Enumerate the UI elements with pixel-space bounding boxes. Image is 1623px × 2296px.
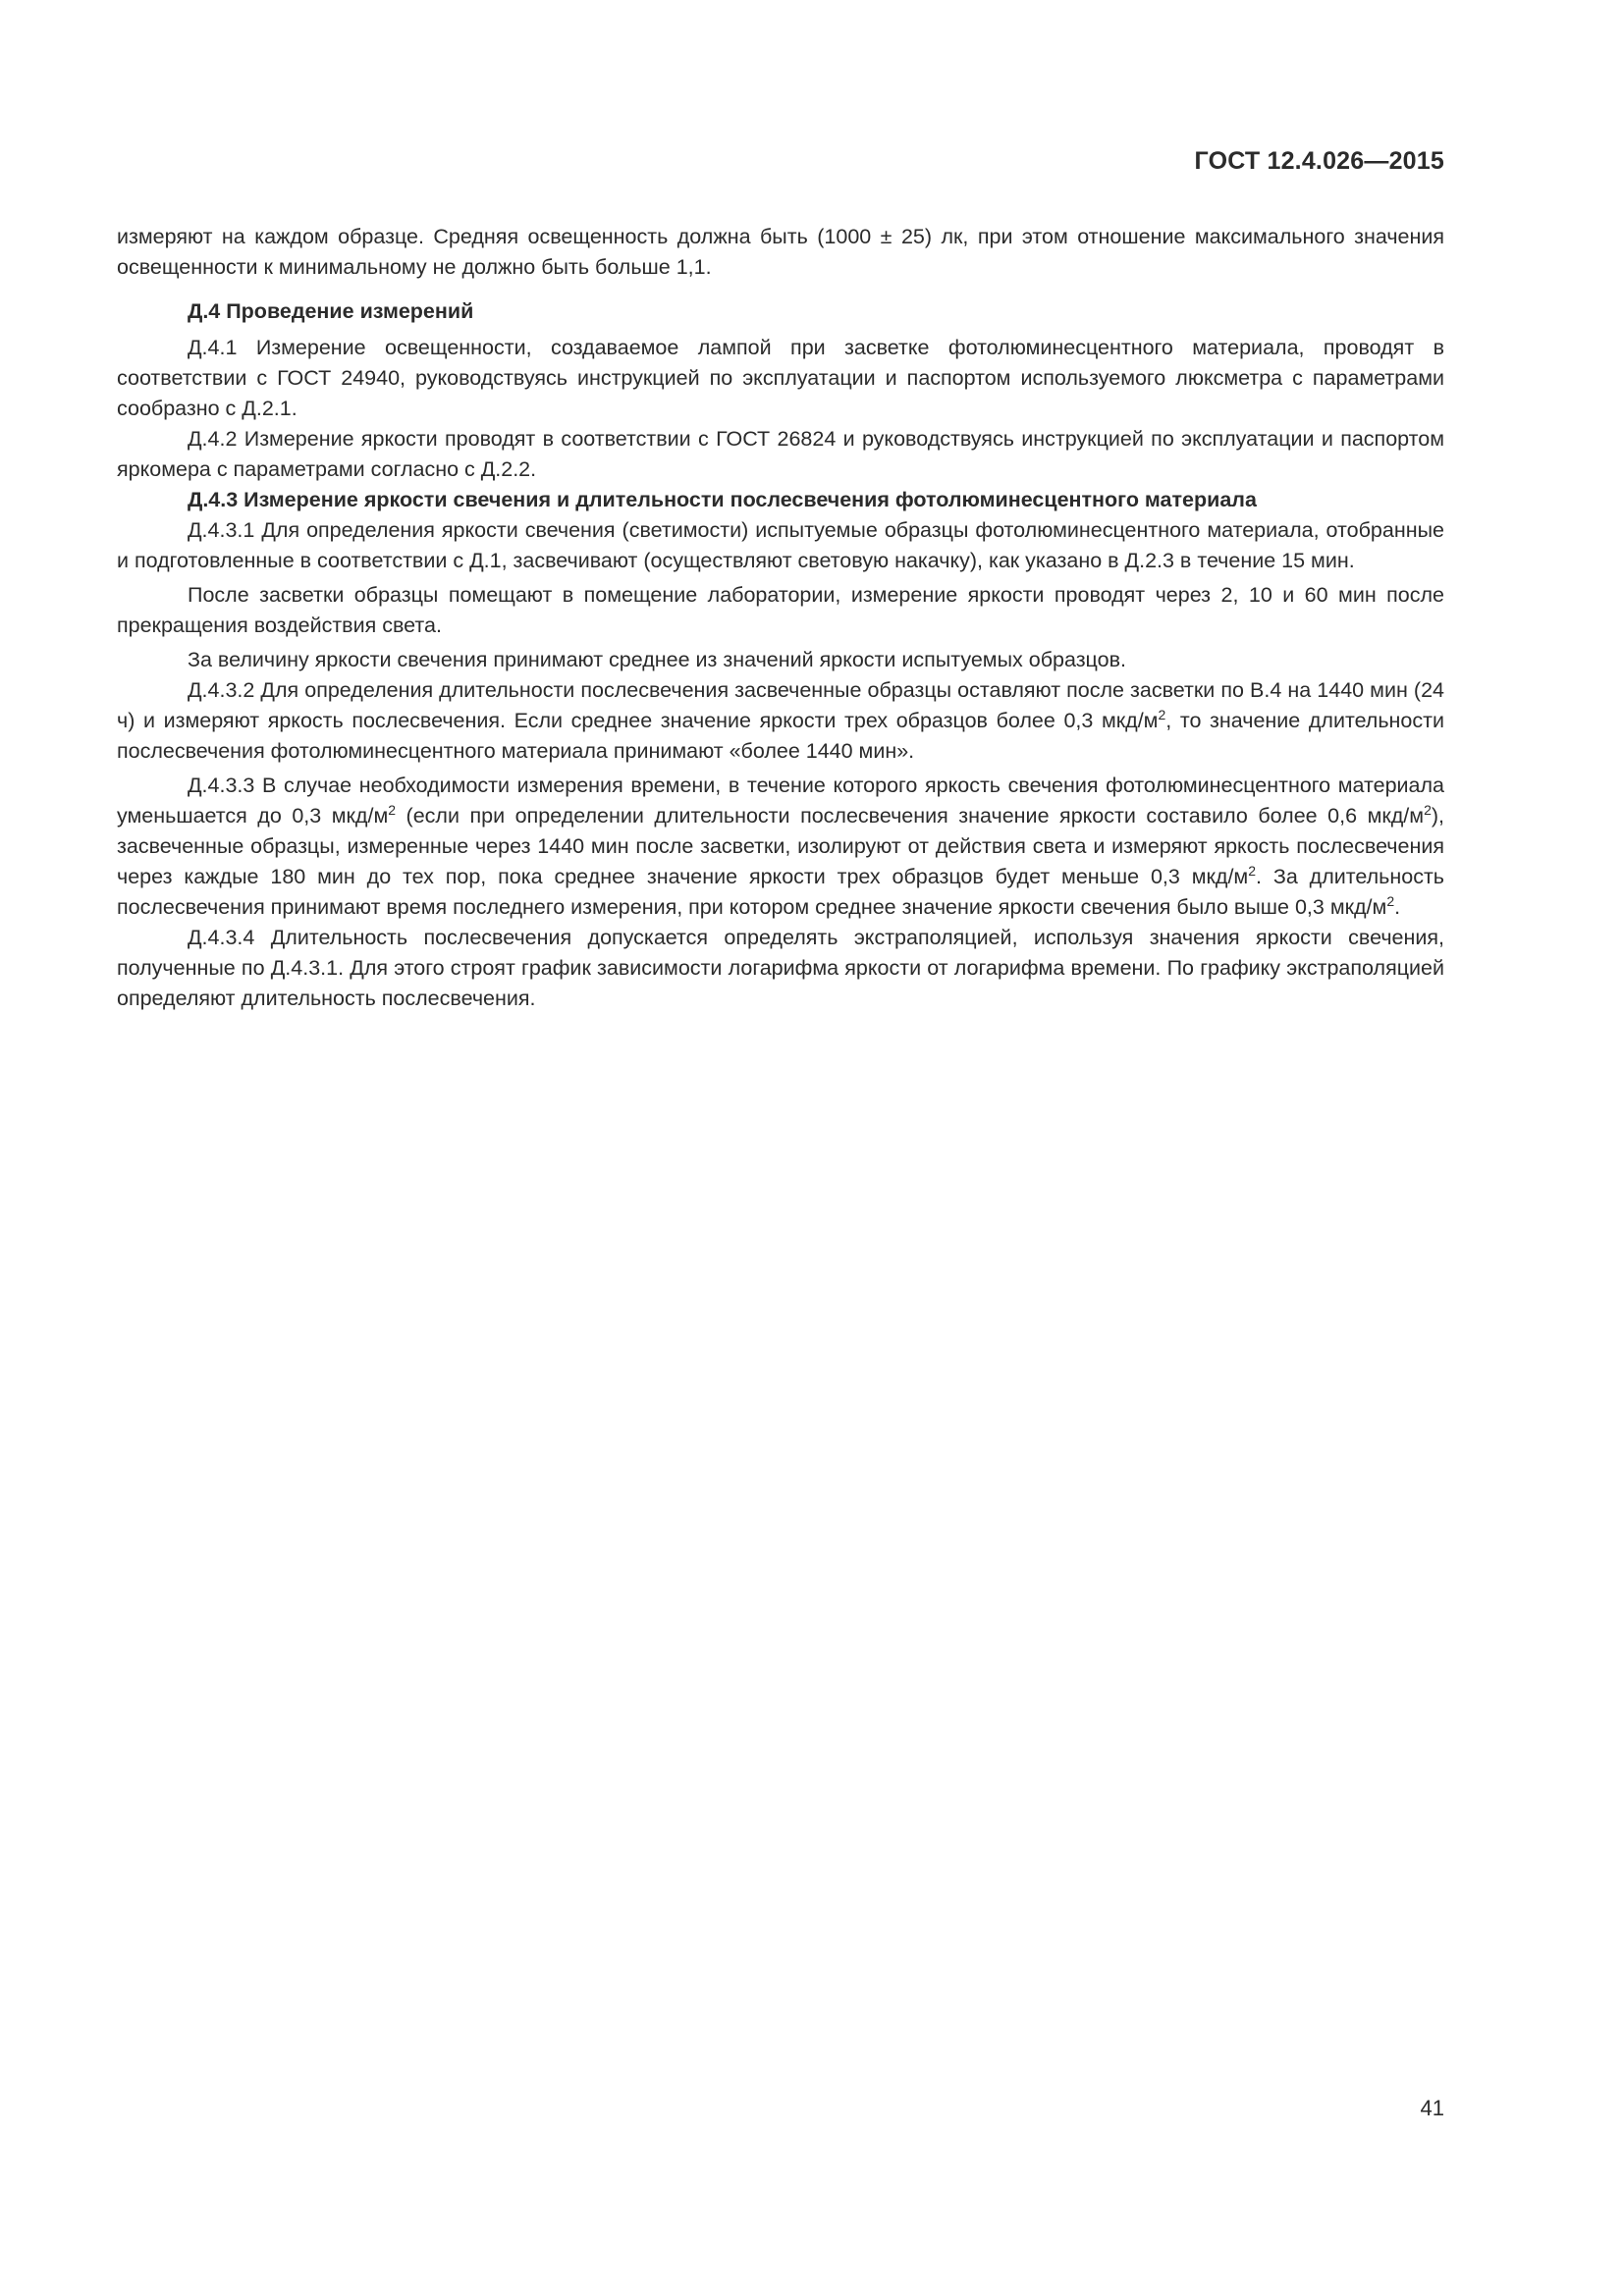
superscript-square: 2	[388, 802, 397, 818]
paragraph-d4-3-2-part-a: Д.4.3.2 Для определения длительности послесвечения засвеченные образцы оставляют после засветки по В.4 на 1440 мин (24 ч) и измеряют яркость послесвечения. Если среднее значение яркости трех образцов более 0,3 мкд/м	[117, 678, 1444, 732]
paragraph-after-exposure: После засветки образцы помещают в помещение лаборатории, измерение яркости проводят через 2, 10 и 60 мин после прекращения воздействия света.	[117, 583, 1444, 637]
paragraph-d4-1: Д.4.1 Измерение освещенности, создаваемое лампой при засветке фотолюминесцентного материала, проводят в соответствии с ГОСТ 24940, руководствуясь инструкцией по эксплуатации и паспортом используемого люксметра с параметрами сообразно с Д.2.1.	[117, 336, 1444, 420]
superscript-square: 2	[1386, 893, 1395, 909]
paragraph-average-luminance: За величину яркости свечения принимают среднее из значений яркости испытуемых образцов.	[188, 648, 1126, 671]
paragraph-d4-3-3	[117, 771, 1444, 923]
paragraph-d4-3-3-part-e: .	[1394, 895, 1401, 919]
paragraph-d4-3-3-part-a: Д.4.3.3 В случае необходимости измерения времени, в течение которого яркость свечения фотолюминесцентного материала уменьшается до 0,3 мкд/м	[117, 774, 1444, 828]
paragraph-d4-3-3-part-c: ), засвеченные образцы, измеренные через 1440 мин после засветки, изолируют от действия света и измеряют яркость послесвечения через каждые 180 мин до тех пор, пока среднее значение яркости трех образцов будет меньше 0,3 мкд/м	[117, 804, 1444, 888]
superscript-square: 2	[1248, 863, 1256, 879]
section-heading-d4-3: Д.4.3 Измерение яркости свечения и длительности послесвечения фотолюминесцентного материала	[188, 488, 1257, 511]
paragraph-intro: измеряют на каждом образце. Средняя освещенность должна быть (1000 ± 25) лк, при этом отношение максимального значения освещенности к минимальному не должно быть больше 1,1.	[117, 225, 1444, 279]
document-body	[117, 222, 1444, 1014]
section-heading-d4: Д.4 Проведение измерений	[188, 299, 474, 323]
paragraph-d4-2: Д.4.2 Измерение яркости проводят в соответствии с ГОСТ 26824 и руководствуясь инструкцией по эксплуатации и паспортом яркомера с параметрами согласно с Д.2.2.	[117, 427, 1444, 481]
paragraph-d4-3-4: Д.4.3.4 Длительность послесвечения допускается определять экстраполяцией, используя значения яркости свечения, полученные по Д.4.3.1. Для этого строят график зависимости логарифма яркости от логарифма времени. По графику экстраполяцией определяют длительность послесвечения.	[117, 926, 1444, 1010]
superscript-square: 2	[1158, 707, 1166, 722]
paragraph-d4-3-2-part-b: , то значение длительности послесвечения фотолюминесцентного материала принимают «более 1440 мин».	[117, 709, 1444, 763]
paragraph-d4-3-3-part-d: . За длительность послесвечения принимают время последнего измерения, при котором среднее значение яркости свечения было выше 0,3 мкд/м	[117, 865, 1444, 919]
document-header-id: ГОСТ 12.4.026—2015	[1194, 147, 1444, 175]
paragraph-d4-3-3-part-b: (если при определении длительности послесвечения значение яркости составило более 0,6 мкд/м	[396, 804, 1425, 828]
superscript-square: 2	[1424, 802, 1432, 818]
page-number: 41	[1420, 2096, 1444, 2120]
paragraph-d4-3-1: Д.4.3.1 Для определения яркости свечения (светимости) испытуемые образцы фотолюминесцентного материала, отобранные и подготовленные в соответствии с Д.1, засвечивают (осуществляют световую накачку), как указано в Д.2.3 в течение 15 мин.	[117, 518, 1444, 572]
paragraph-d4-3-2	[117, 675, 1444, 767]
